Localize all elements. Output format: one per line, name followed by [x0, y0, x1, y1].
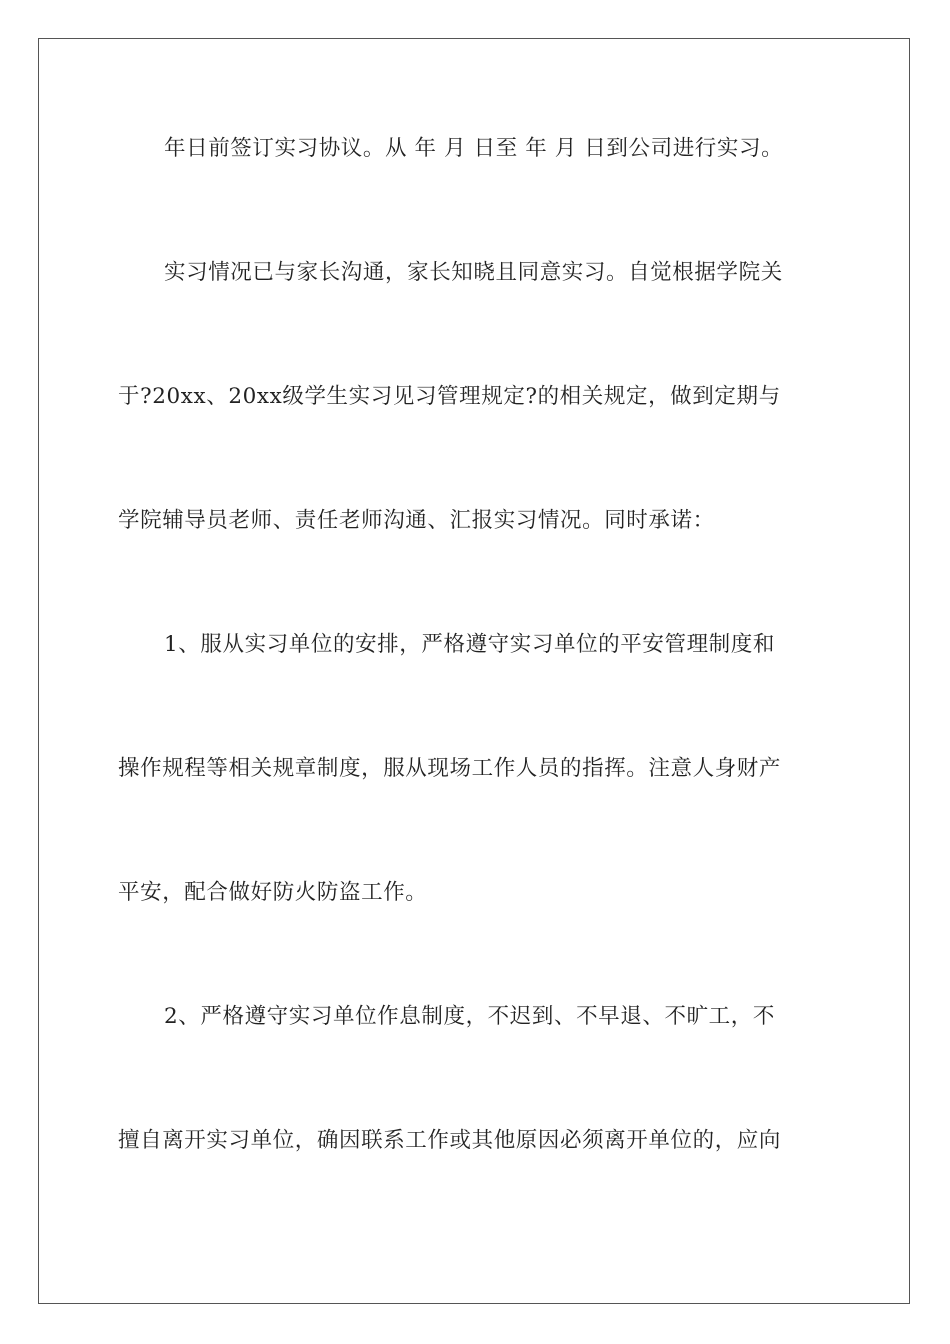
text-line-8: 2、严格遵守实习单位作息制度，不迟到、不早退、不旷工，不: [164, 1004, 775, 1029]
text-line-2: 实习情况已与家长沟通，家长知晓且同意实习。自觉根据学院关: [164, 260, 783, 285]
text-line-1: 年日前签订实习协议。从 年 月 日至 年 月 日到公司进行实习。: [164, 136, 784, 161]
text-line-4: 学院辅导员老师、责任老师沟通、汇报实习情况。同时承诺：: [118, 508, 715, 533]
page-border: [38, 38, 910, 1304]
text-line-5: 1、服从实习单位的安排，严格遵守实习单位的平安管理制度和: [164, 632, 775, 657]
text-line-7: 平安，配合做好防火防盗工作。: [118, 880, 428, 905]
text-line-3: 于?20xx、20xx级学生实习见习管理规定?的相关规定，做到定期与: [118, 384, 781, 409]
text-line-6: 操作规程等相关规章制度，服从现场工作人员的指挥。注意人身财产: [118, 756, 782, 781]
text-line-9: 擅自离开实习单位，确因联系工作或其他原因必须离开单位的，应向: [118, 1128, 782, 1153]
